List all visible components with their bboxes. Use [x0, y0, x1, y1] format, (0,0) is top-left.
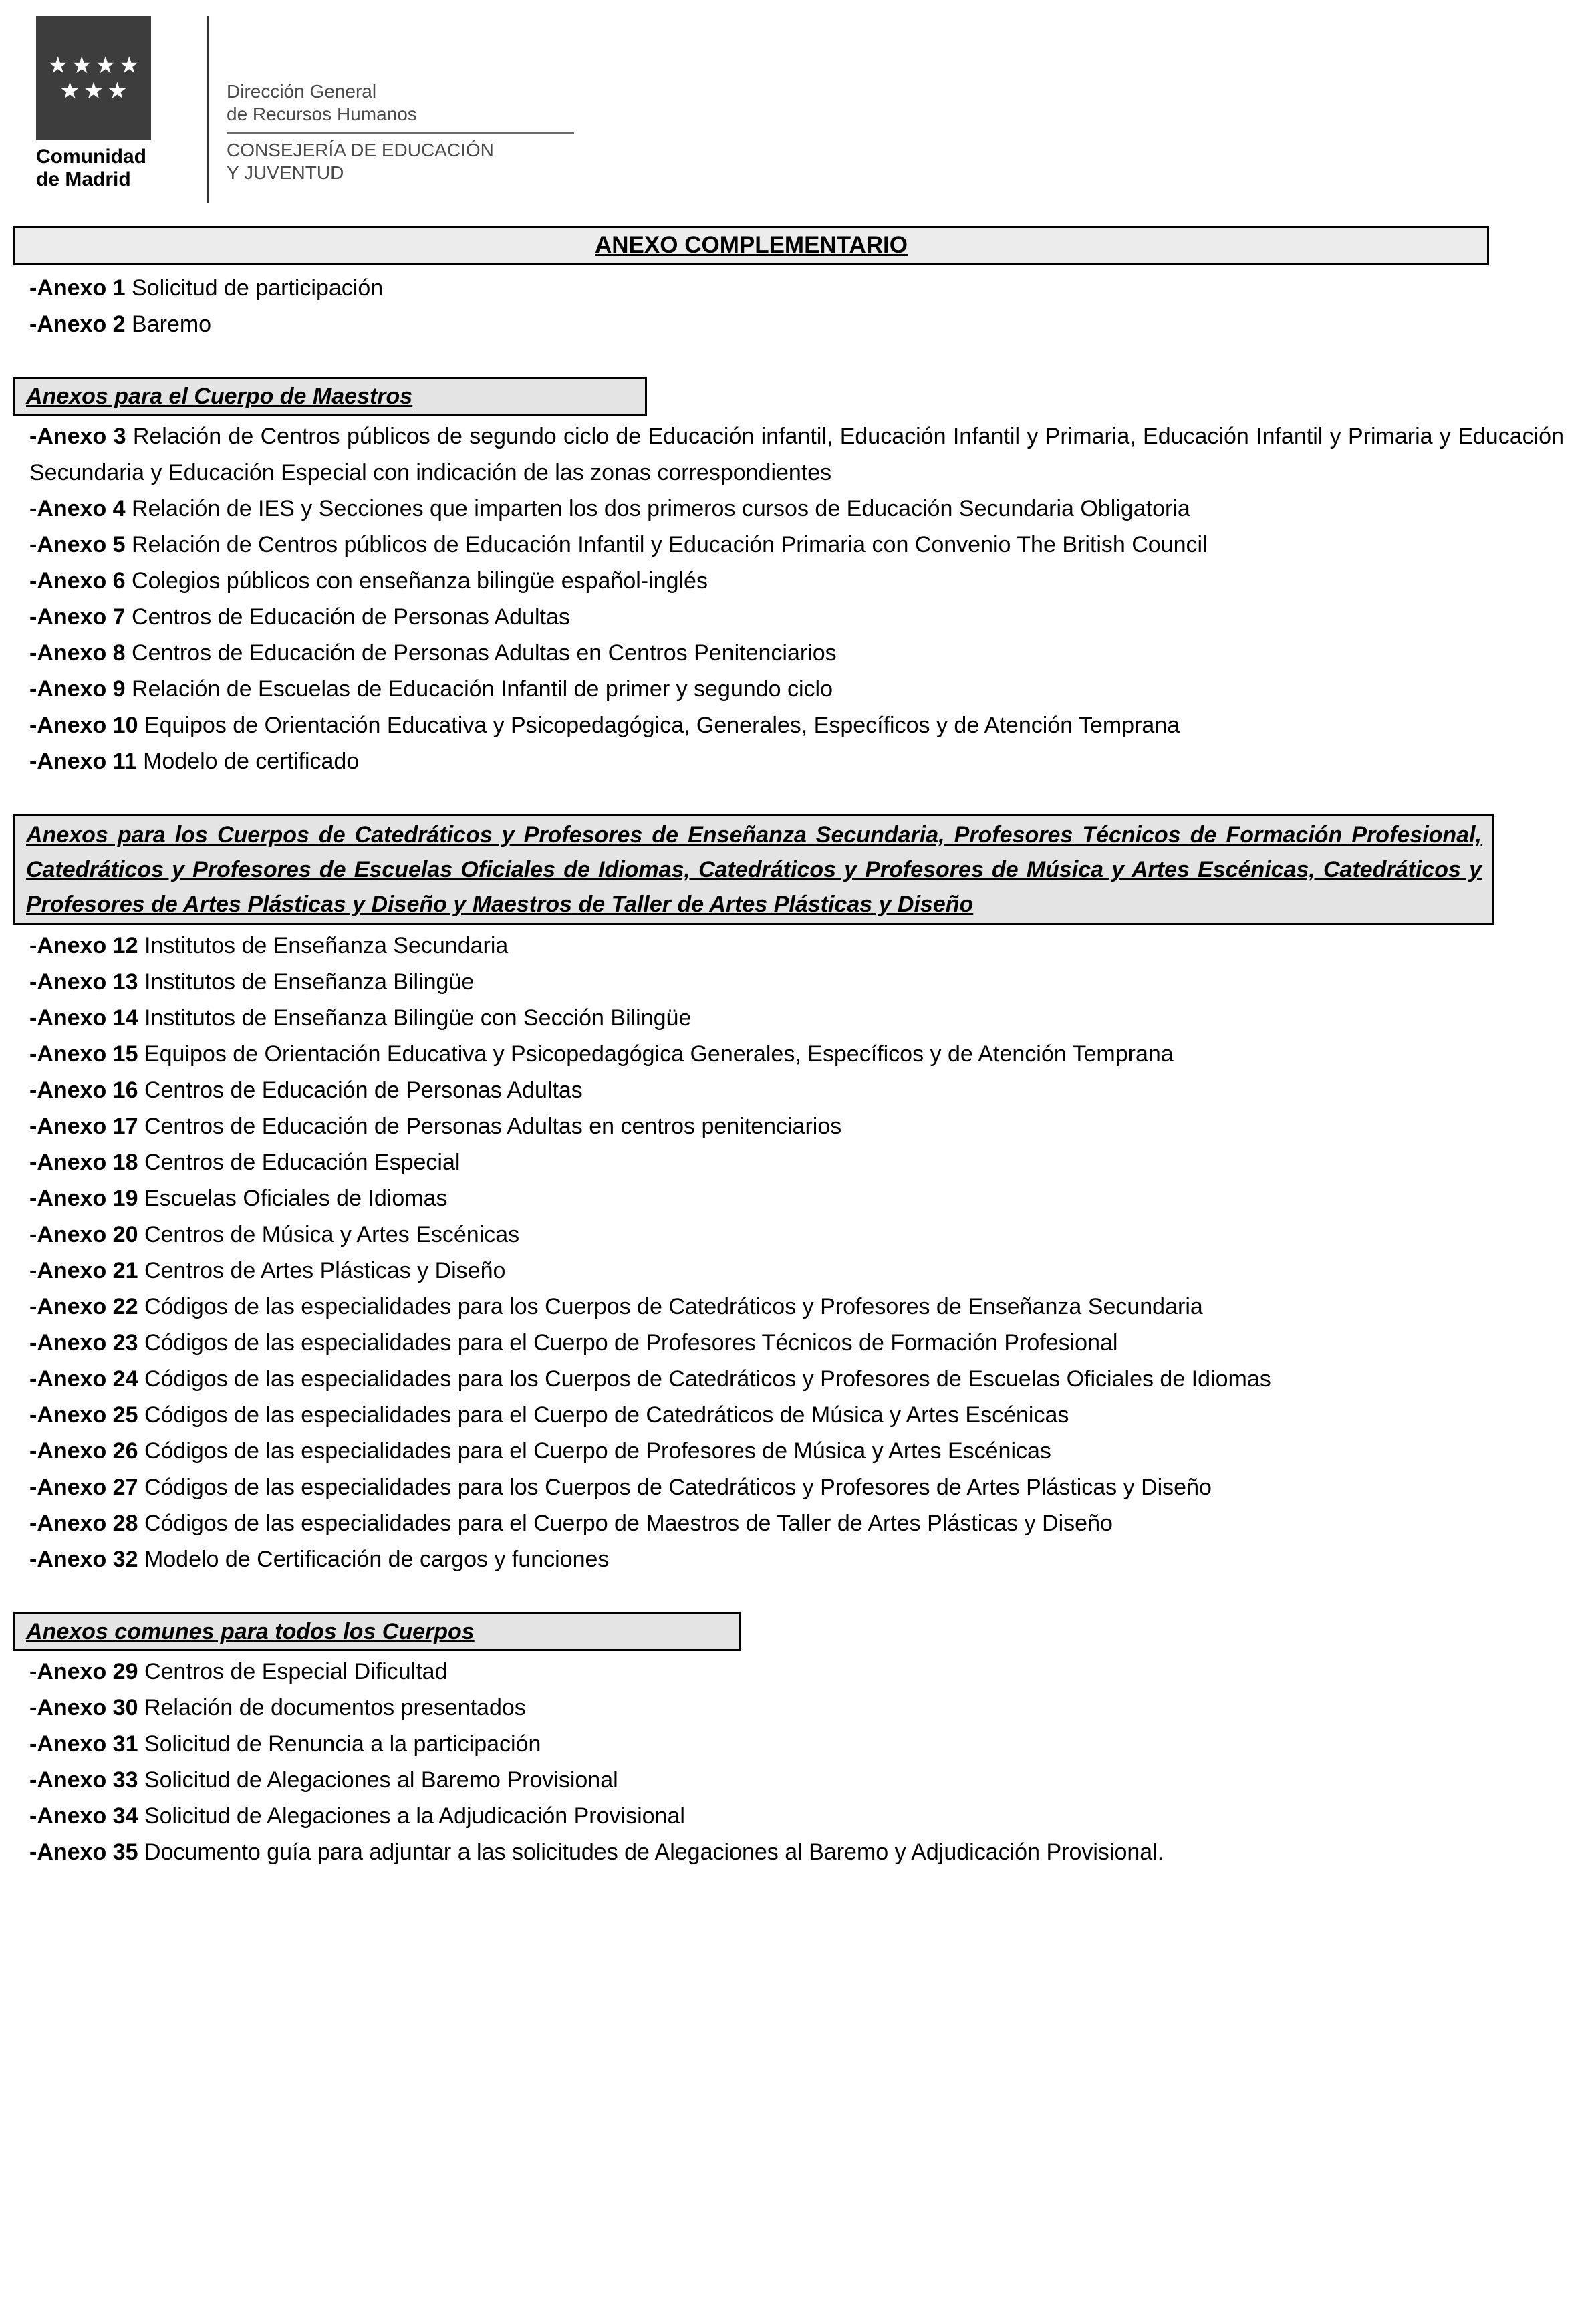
anexo-label: -Anexo 9	[29, 676, 126, 702]
anexo-section	[13, 1612, 1568, 1870]
anexo-text: Códigos de las especialidades para el Cuerpo de Profesores de Música y Artes Escénicas	[138, 1438, 1051, 1464]
anexo-label: -Anexo 5	[29, 532, 126, 557]
anexo-item	[13, 1654, 1568, 1690]
org-line-2: de Recursos Humanos	[227, 104, 417, 124]
anexo-label: -Anexo 25	[29, 1402, 138, 1428]
anexo-item	[13, 491, 1568, 527]
anexo-item	[13, 563, 1568, 599]
anexo-text: Códigos de las especialidades para los Cuerpos de Catedráticos y Profesores de Enseñanza Secundaria	[138, 1294, 1203, 1319]
sections	[13, 377, 1568, 1870]
anexo-text: Colegios públicos con enseñanza bilingüe español-inglés	[125, 568, 708, 594]
anexo-text: Solicitud de participación	[125, 275, 384, 301]
anexo-item	[13, 1325, 1568, 1361]
page-title: ANEXO COMPLEMENTARIO	[595, 232, 908, 258]
anexo-label: -Anexo 33	[29, 1767, 138, 1793]
anexo-text: Institutos de Enseñanza Secundaria	[138, 933, 509, 958]
anexo-item	[13, 1036, 1568, 1072]
anexo-label: -Anexo 30	[29, 1695, 138, 1720]
anexo-item	[13, 707, 1568, 743]
intro-items	[13, 270, 1568, 342]
anexo-item	[13, 964, 1568, 1000]
anexo-item	[13, 1798, 1568, 1834]
anexo-item	[13, 1072, 1568, 1108]
anexo-label: -Anexo 19	[29, 1186, 138, 1211]
anexo-label: -Anexo 10	[29, 713, 138, 738]
anexo-item	[13, 1253, 1568, 1289]
anexo-text: Códigos de las especialidades para los Cuerpos de Catedráticos y Profesores de Artes Plásticas y Diseño	[138, 1475, 1212, 1500]
anexo-item	[13, 527, 1568, 563]
madrid-flag-icon	[36, 16, 151, 140]
anexo-item	[13, 671, 1568, 707]
anexo-text: Códigos de las especialidades para el Cuerpo de Maestros de Taller de Artes Plásticas y Diseño	[138, 1511, 1113, 1536]
anexo-label: -Anexo 14	[29, 1005, 138, 1031]
anexo-text: Solicitud de Renuncia a la participación	[138, 1731, 541, 1757]
anexo-label: -Anexo 26	[29, 1438, 138, 1464]
org-line-3: CONSEJERÍA DE EDUCACIÓN	[227, 140, 494, 160]
anexo-section	[13, 377, 1568, 779]
anexo-item	[13, 1289, 1568, 1325]
anexo-text: Centros de Educación de Personas Adultas en Centros Penitenciarios	[125, 640, 837, 666]
anexo-label: -Anexo 8	[29, 640, 126, 666]
logo-caption-line-2: de Madrid	[36, 168, 131, 190]
document-title-box	[13, 226, 1489, 265]
anexo-text: Equipos de Orientación Educativa y Psicopedagógica Generales, Específicos y de Atención Temprana	[138, 1041, 1174, 1067]
anexo-text: Centros de Educación de Personas Adultas	[125, 604, 570, 630]
anexo-text: Códigos de las especialidades para los Cuerpos de Catedráticos y Profesores de Escuelas Oficiales de Idiomas	[138, 1366, 1271, 1392]
anexo-item	[13, 1541, 1568, 1577]
anexo-label: -Anexo 23	[29, 1330, 138, 1356]
anexo-text: Relación de Escuelas de Educación Infantil de primer y segundo ciclo	[125, 676, 833, 702]
anexo-text: Centros de Educación de Personas Adultas	[138, 1077, 583, 1103]
anexo-label: -Anexo 6	[29, 568, 126, 594]
anexo-text: Escuelas Oficiales de Idiomas	[138, 1186, 448, 1211]
anexo-text: Solicitud de Alegaciones al Baremo Provisional	[138, 1767, 618, 1793]
section-items	[13, 928, 1568, 1577]
anexo-text: Centros de Artes Plásticas y Diseño	[138, 1258, 506, 1283]
anexo-text: Relación de Centros públicos de segundo ciclo de Educación infantil, Educación Infantil y Primaria, Educación Infantil y Primaria y Educación Secundaria y Educación Especial con indicación de las zonas correspondientes	[29, 424, 1564, 485]
anexo-text: Centros de Educación de Personas Adultas en centros penitenciarios	[138, 1114, 842, 1139]
org-direccion	[227, 80, 574, 126]
anexo-item	[13, 1217, 1568, 1253]
anexo-item	[13, 270, 1568, 306]
anexo-text: Baremo	[125, 311, 212, 337]
org-line-4: Y JUVENTUD	[227, 162, 344, 183]
section-heading-box	[13, 1612, 741, 1651]
anexo-item	[13, 1000, 1568, 1036]
anexo-text: Relación de documentos presentados	[138, 1695, 526, 1720]
anexo-label: -Anexo 12	[29, 933, 138, 958]
anexo-item	[13, 1180, 1568, 1217]
anexo-label: -Anexo 16	[29, 1077, 138, 1103]
anexo-item	[13, 599, 1568, 635]
anexo-label: -Anexo 27	[29, 1475, 138, 1500]
section-heading: Anexos para los Cuerpos de Catedráticos y Profesores de Enseñanza Secundaria, Profesores Técnicos de Formación Profesional, Catedráticos y Profesores de Escuelas Oficiales de Idiomas, Catedráticos y Profesores de Música y Artes Escénicas, Catedráticos y Profesores de Artes Plásticas y Diseño y Maestros de Taller de Artes Plásticas y Diseño	[26, 822, 1482, 917]
anexo-text: Institutos de Enseñanza Bilingüe	[138, 969, 475, 995]
anexo-item	[13, 928, 1568, 964]
anexo-label: -Anexo 7	[29, 604, 126, 630]
anexo-item	[13, 1433, 1568, 1469]
anexo-label: -Anexo 17	[29, 1114, 138, 1139]
anexo-item	[13, 1469, 1568, 1505]
document-header	[13, 16, 1568, 203]
anexo-text: Códigos de las especialidades para el Cuerpo de Profesores Técnicos de Formación Profesional	[138, 1330, 1118, 1356]
logo-caption	[36, 146, 170, 191]
org-block	[227, 16, 574, 184]
anexo-label: -Anexo 15	[29, 1041, 138, 1067]
anexo-text: Modelo de Certificación de cargos y funciones	[138, 1547, 610, 1572]
anexo-label: -Anexo 13	[29, 969, 138, 995]
anexo-item	[13, 418, 1568, 491]
anexo-label: -Anexo 21	[29, 1258, 138, 1283]
anexo-item	[13, 1361, 1568, 1397]
anexo-text: Solicitud de Alegaciones a la Adjudicación Provisional	[138, 1803, 685, 1829]
anexo-label: -Anexo 34	[29, 1803, 138, 1829]
section-items	[13, 418, 1568, 779]
header-vertical-divider	[207, 16, 209, 203]
anexo-item	[13, 1762, 1568, 1798]
anexo-item	[13, 635, 1568, 671]
anexo-item	[13, 306, 1568, 342]
flag-stars-row-1: ★★★★	[47, 53, 143, 78]
anexo-label: -Anexo 29	[29, 1659, 138, 1684]
anexo-label: -Anexo 11	[29, 749, 137, 774]
anexo-item	[13, 1726, 1568, 1762]
section-heading: Anexos comunes para todos los Cuerpos	[26, 1619, 475, 1644]
anexo-label: -Anexo 31	[29, 1731, 138, 1757]
anexo-item	[13, 1108, 1568, 1144]
anexo-label: -Anexo 32	[29, 1547, 138, 1572]
anexo-text: Relación de IES y Secciones que imparten los dos primeros cursos de Educación Secundaria Obligatoria	[125, 496, 1190, 521]
anexo-item	[13, 1505, 1568, 1541]
anexo-text: Códigos de las especialidades para el Cuerpo de Catedráticos de Música y Artes Escénicas	[138, 1402, 1069, 1428]
anexo-item	[13, 1144, 1568, 1180]
section-heading: Anexos para el Cuerpo de Maestros	[26, 384, 413, 409]
org-line-1: Dirección General	[227, 81, 377, 102]
org-consejeria	[227, 132, 574, 184]
anexo-text: Centros de Especial Dificultad	[138, 1659, 448, 1684]
anexo-text: Documento guía para adjuntar a las solicitudes de Alegaciones al Baremo y Adjudicación Provisional.	[138, 1839, 1164, 1865]
section-items	[13, 1654, 1568, 1870]
section-heading-box	[13, 814, 1494, 925]
anexo-label: -Anexo 24	[29, 1366, 138, 1392]
anexo-label: -Anexo 22	[29, 1294, 138, 1319]
anexo-text: Centros de Educación Especial	[138, 1150, 460, 1175]
anexo-item	[13, 743, 1568, 779]
anexo-text: Equipos de Orientación Educativa y Psicopedagógica, Generales, Específicos y de Atención Temprana	[138, 713, 1180, 738]
anexo-label: -Anexo 1	[29, 275, 126, 301]
section-heading-box	[13, 377, 647, 416]
anexo-item	[13, 1834, 1568, 1870]
madrid-logo	[36, 16, 170, 191]
anexo-item	[13, 1397, 1568, 1433]
flag-stars-row-2: ★★★	[59, 78, 131, 104]
anexo-section	[13, 814, 1568, 1577]
anexo-text: Modelo de certificado	[136, 749, 360, 774]
anexo-label: -Anexo 35	[29, 1839, 138, 1865]
anexo-label: -Anexo 3	[29, 424, 126, 449]
anexo-label: -Anexo 2	[29, 311, 126, 337]
anexo-label: -Anexo 18	[29, 1150, 138, 1175]
anexo-item	[13, 1690, 1568, 1726]
anexo-label: -Anexo 28	[29, 1511, 138, 1536]
anexo-label: -Anexo 4	[29, 496, 126, 521]
anexo-label: -Anexo 20	[29, 1222, 138, 1247]
anexo-text: Relación de Centros públicos de Educación Infantil y Educación Primaria con Convenio The British Council	[125, 532, 1208, 557]
anexo-text: Institutos de Enseñanza Bilingüe con Sección Bilingüe	[138, 1005, 692, 1031]
logo-caption-line-1: Comunidad	[36, 146, 146, 168]
anexo-text: Centros de Música y Artes Escénicas	[138, 1222, 520, 1247]
